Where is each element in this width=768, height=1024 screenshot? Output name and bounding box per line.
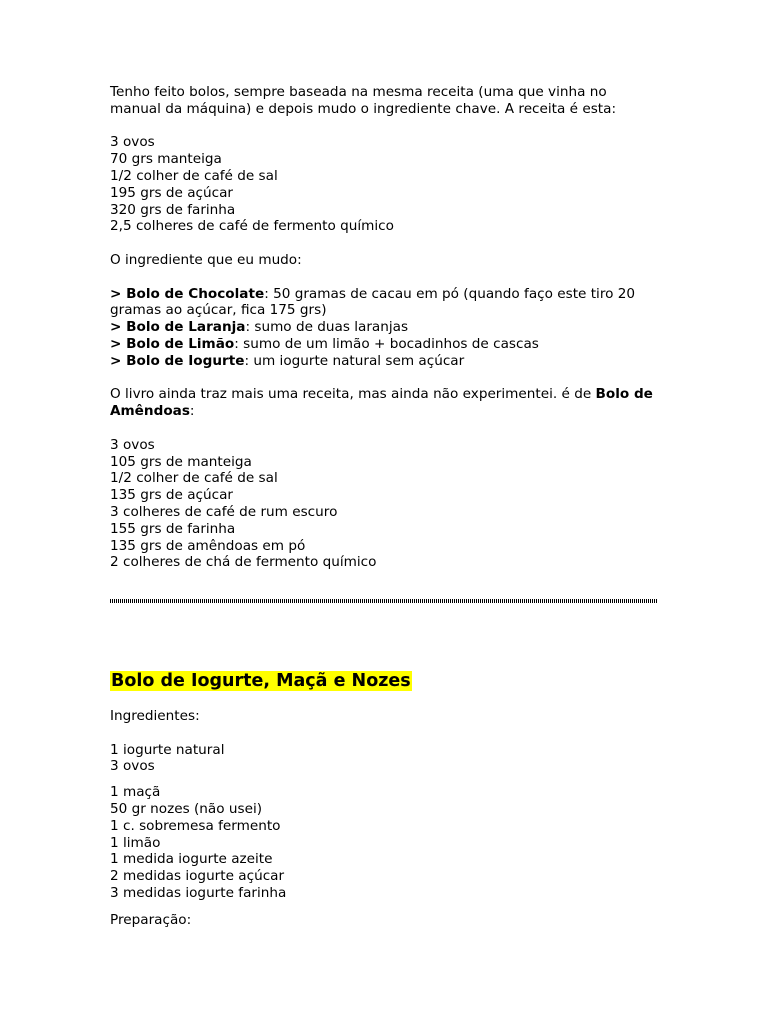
list-item: 2,5 colheres de café de fermento químico (110, 218, 394, 235)
ingredients-label: Ingredientes: (110, 708, 200, 724)
variation-desc: : 50 gramas de cacau em pó (quando faço este tiro 20 gramas ao açúcar, fica 175 grs) (110, 285, 636, 319)
list-item: 105 grs de manteiga (110, 453, 252, 470)
variation-chocolate (110, 286, 660, 320)
list-item: 70 grs manteiga (110, 151, 222, 168)
list-item: 195 grs de açúcar (110, 184, 234, 201)
variations-list (110, 286, 660, 370)
document-body (110, 84, 660, 571)
almond-recipe-list (110, 437, 660, 571)
list-item: 1 medida iogurte azeite (110, 851, 273, 868)
list-item: 1/2 colher de café de sal (110, 470, 278, 487)
book-note-bold: Bolo de Amêndoas (110, 386, 653, 420)
variation-limao (110, 336, 660, 353)
list-item: 3 ovos (110, 134, 155, 151)
book-note (110, 386, 660, 420)
recipe-title (110, 670, 412, 692)
intro-paragraph: Tenho feito bolos, sempre baseada na mesma receita (uma que vinha no manual da máquina) e depois mudo o ingrediente chave. A receita é esta: (110, 84, 617, 117)
variation-name: Bolo de Limão (126, 335, 235, 352)
list-item: 155 grs de farinha (110, 520, 236, 537)
list-item: 320 grs de farinha (110, 201, 236, 218)
variations-intro: O ingrediente que eu mudo: (110, 251, 302, 268)
list-item: 50 gr nozes (não usei) (110, 800, 263, 817)
variation-name: Bolo de Chocolate (126, 285, 265, 302)
list-item: 3 ovos (110, 758, 155, 775)
variation-iogurte (110, 353, 660, 370)
dotted-separator (110, 599, 658, 603)
variation-name: Bolo de Laranja (126, 319, 246, 336)
list-item: 1 c. sobremesa fermento (110, 817, 281, 834)
list-item: 1 maçã (110, 784, 161, 801)
preparation-label: Preparação: (110, 911, 192, 928)
variation-laranja (110, 319, 660, 336)
variation-prefix: > (110, 335, 127, 352)
list-item: 1 iogurte natural (110, 741, 225, 758)
list-item: 3 ovos (110, 436, 155, 453)
list-item: 2 colheres de chá de fermento químico (110, 554, 377, 571)
variation-desc: : sumo de duas laranjas (245, 319, 409, 336)
variation-desc: : um iogurte natural sem açúcar (244, 352, 465, 369)
book-note-end: : (189, 403, 195, 420)
list-item: 1/2 colher de café de sal (110, 167, 278, 184)
base-recipe-list (110, 134, 660, 235)
variation-prefix: > (110, 352, 127, 369)
book-note-text: O livro ainda traz mais uma receita, mas ainda não experimentei. é de (110, 386, 596, 403)
list-item: 1 limão (110, 834, 161, 851)
list-item: 2 medidas iogurte açúcar (110, 868, 285, 885)
list-item: 3 medidas iogurte farinha (110, 884, 287, 901)
variation-name: Bolo de Iogurte (126, 352, 245, 369)
variation-prefix: > (110, 285, 127, 302)
second-recipe (110, 708, 660, 929)
list-item: 135 grs de açúcar (110, 487, 234, 504)
recipe-title-text: Bolo de Iogurte, Maçã e Nozes (111, 671, 411, 691)
list-item: 3 colheres de café de rum escuro (110, 503, 338, 520)
list-item: 135 grs de amêndoas em pó (110, 537, 306, 554)
variation-prefix: > (110, 319, 127, 336)
variation-desc: : sumo de um limão + bocadinhos de cascas (234, 335, 539, 352)
